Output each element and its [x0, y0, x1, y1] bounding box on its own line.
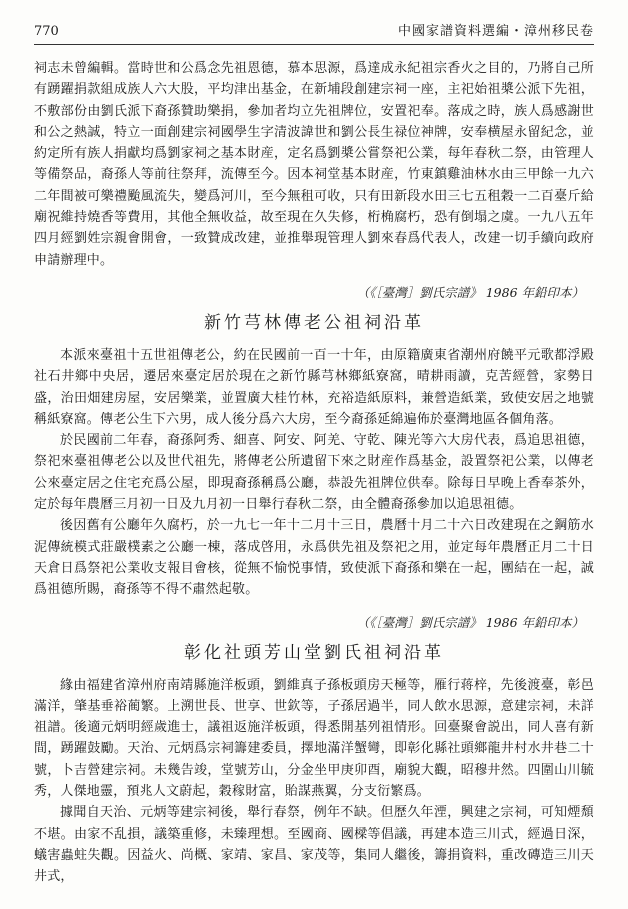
- source-citation: （《［臺灣］劉氏宗譜》 1986 年鉛印本）: [356, 614, 584, 630]
- paragraph: 後因舊有公廳年久腐朽，於一九七一年十二月十三日，農曆十月二十六日改建現在之鋼筋水泥傳統模式莊嚴樸素之公廳一棟，落成啓用，永爲供先祖及祭祀之用，並定每年農曆正月二十日天倉日爲祭祀公業收支報目會核，從無不愉悦事情，致使派下裔孫和樂在一起，團結在一起，誠爲祖德所賜，裔孫等不得不肅然起敬。: [34, 518, 594, 598]
- source-citation: （《［臺灣］劉氏宗譜》 1986 年鉛印本）: [356, 284, 584, 300]
- paragraph: 緣由福建省漳州府南靖縣施洋板頭，劉維真子孫板頭房天極等，雁行蒋梓，先後渡臺，彰邑滿洋，肇基垂裕蔺繁。上溯世長、世享、世欽等，子孫居過半，同人飲水思源，意建宗祠，未詳祖譜。後適元炳明經歲進士，議祖返施洋板頭，得悉開基列祖情形。回臺聚會説出，同人喜有新間，踴躍鼓勵。天治、元炳爲宗祠籌建委員，擇地滿洋蟹彎，即彰化縣社頭鄉龍井村水井巷二十號，卜吉營建宗祠。未幾告竣，堂號芳山，分金坐甲庚卯酉，廟貌大觀，昭穆井然。四圍山川毓秀，人傑地靈，預兆人文蔚起，穀稼財富，貽謀燕翼，分支衍繁爲。: [34, 677, 594, 800]
- section-title: 彰化社頭芳山堂劉氏祖祠沿革: [184, 642, 444, 663]
- paragraph: 本派來臺祖十五世祖傳老公，約在民國前一百一十年，由原籍廣東省潮州府饒平元歌都浮殿社石井鄉中央居，遷居來臺定居於現在之新竹縣芎林鄉紙寮窩，晴耕雨讀，克苦經營，家勢日盛，治田畑建房屋，安居樂業，並置廣大桂竹林，充裕造紙原料，兼營造紙業，致使安居之地號稱紙寮窩。傳老公生下六男，成人後分爲六大房，至今裔孫延綿遍佈於臺灣地區各個角落。: [34, 347, 594, 427]
- book-title: 中國家譜資料選編・漳州移民卷: [397, 24, 594, 39]
- paragraph: 祠志未曾編輯。當時世和公爲念先祖恩德，慕本思源，爲達成永紀祖宗香火之目的，乃將自己所有踴躍捐款組成族人六大股，平均津出基金，在新埔段創建宗祠一座，主祀始祖槳公派下先祖，不敷部份由劉氏派下裔孫贊助樂捐，參加者均立先祖牌位，安置祀奉。落成之時，族人爲感謝世和公之熱誠，特立一面創建宗祠國學生字清波諱世和劉公長生禄位神牌，安奉横屋永留紀念，並約定所有族人捐獻均爲劉家祠之基本財産，定名爲劉槳公嘗祭祀公業，每年春秋二祭，由管理人等備祭品，裔孫人等前往祭拜，流傳至今。因本祠堂基本財産，竹東鎮雞油林水由三甲餘一九六二年間被可樂禮颱風流失，變爲河川，至今無租可收，只有田新段水田三七五租穀一二百臺斤給廟祝維持燒香等費用，其他全無收益，故至現在久失修，桁桷腐朽，恐有倒塌之虞。一九八五年四月經劉姓宗親會開會，一致贊成改建，並推舉現管理人劉來春爲代表人，改建一切手續向政府申請辦理中。: [34, 61, 594, 268]
- paragraph: 於民國前二年春，裔孫阿秀、細喜、阿安、阿羌、守乾、陳光等六大房代表，爲追思祖德，祭祀來臺祖傳老公以及世代祖先，將傳老公所遺留下來之財産作爲基金，設置祭祀公業，以傳老公來臺定居之住宅充爲公屋，即現裔孫稱爲公廳，恭設先祖牌位供奉。除每日早晚上香奉茶外，定於每年農曆三月初一日及九月初一日舉行春秋二祭，由全體裔孫參加以追思祖德。: [34, 433, 594, 513]
- page-number: 770: [34, 24, 59, 39]
- page-header: [34, 22, 594, 45]
- paragraph: 據聞自天治、元炳等建宗祠後，舉行春祭，例年不缺。但歷久年湮，興建之宗祠，可知煙頹不堪。由家不乱損，議築重修，未臻理想。至國商、國樑等倡議，再建本造三川式，經過日深，蟻害蟲蛀失觀。因益火、尚概、家靖、家昌、家茂等，集同人繼後，籌捐資料，重改磚造三川天井式，: [34, 805, 594, 885]
- page-body: [34, 58, 594, 888]
- section-title: 新竹芎林傳老公祖祠沿革: [204, 312, 424, 333]
